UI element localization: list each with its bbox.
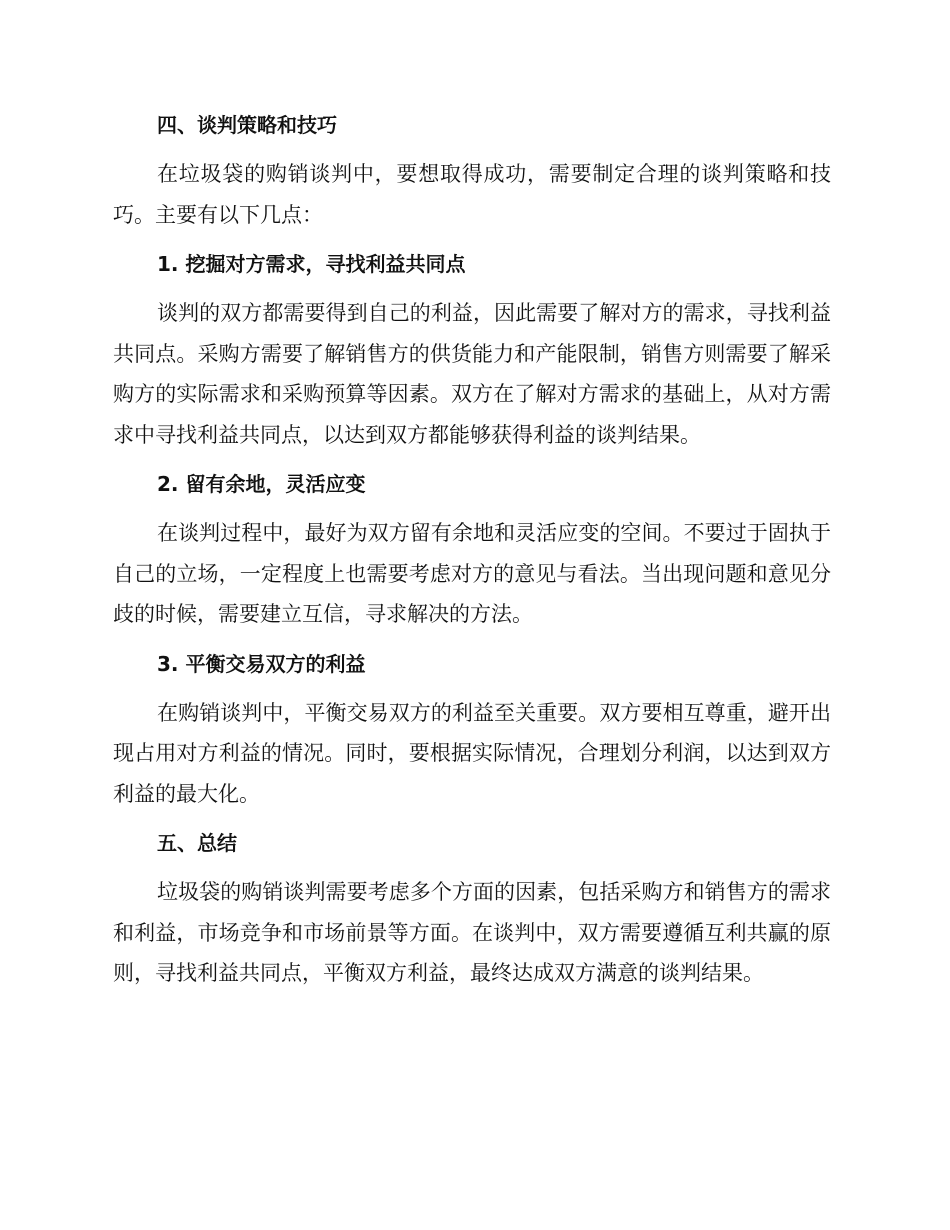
document-body xyxy=(113,110,831,1008)
section-heading-balance: 3. 平衡交易双方的利益 xyxy=(157,651,366,676)
section-paragraph-needs: 谈判的双方都需要得到自己的利益，因此需要了解对方的需求，寻找利益共同点。采购方需要了解销售方的供货能力和产能限制，销售方则需要了解采购方的实际需求和采购预算等因素。双方在了解对方需求的基础上，从对方需求中寻找利益共同点，以达到双方都能够获得利益的谈判结果。 xyxy=(113,301,831,447)
section-paragraph-flexibility: 在谈判过程中，最好为双方留有余地和灵活应变的空间。不要过于固执于自己的立场，一定程度上也需要考虑对方的意见与看法。当出现问题和意见分歧的时候，需要建立互信，寻求解决的方法。 xyxy=(113,521,831,626)
section-heading-needs: 1. 挖掘对方需求，寻找利益共同点 xyxy=(157,252,466,276)
section-heading-flexibility: 2. 留有余地，灵活应变 xyxy=(157,472,366,496)
section-paragraph-summary: 垃圾袋的购销谈判需要考虑多个方面的因素，包括采购方和销售方的需求和利益，市场竞争和市场前景等方面。在谈判中，双方需要遵循互利共赢的原则，寻找利益共同点，平衡双方利益，最终达成双方满意的谈判结果。 xyxy=(113,880,831,985)
section-heading-strategy: 四、谈判策略和技巧 xyxy=(157,113,337,137)
section-paragraph-balance: 在购销谈判中，平衡交易双方的利益至关重要。双方要相互尊重，避开出现占用对方利益的情况。同时，要根据实际情况，合理划分利润，以达到双方利益的最大化。 xyxy=(113,700,831,806)
section-paragraph-strategy: 在垃圾袋的购销谈判中，要想取得成功，需要制定合理的谈判策略和技巧。主要有以下几点： xyxy=(113,162,831,227)
section-heading-summary: 五、总结 xyxy=(157,831,237,855)
